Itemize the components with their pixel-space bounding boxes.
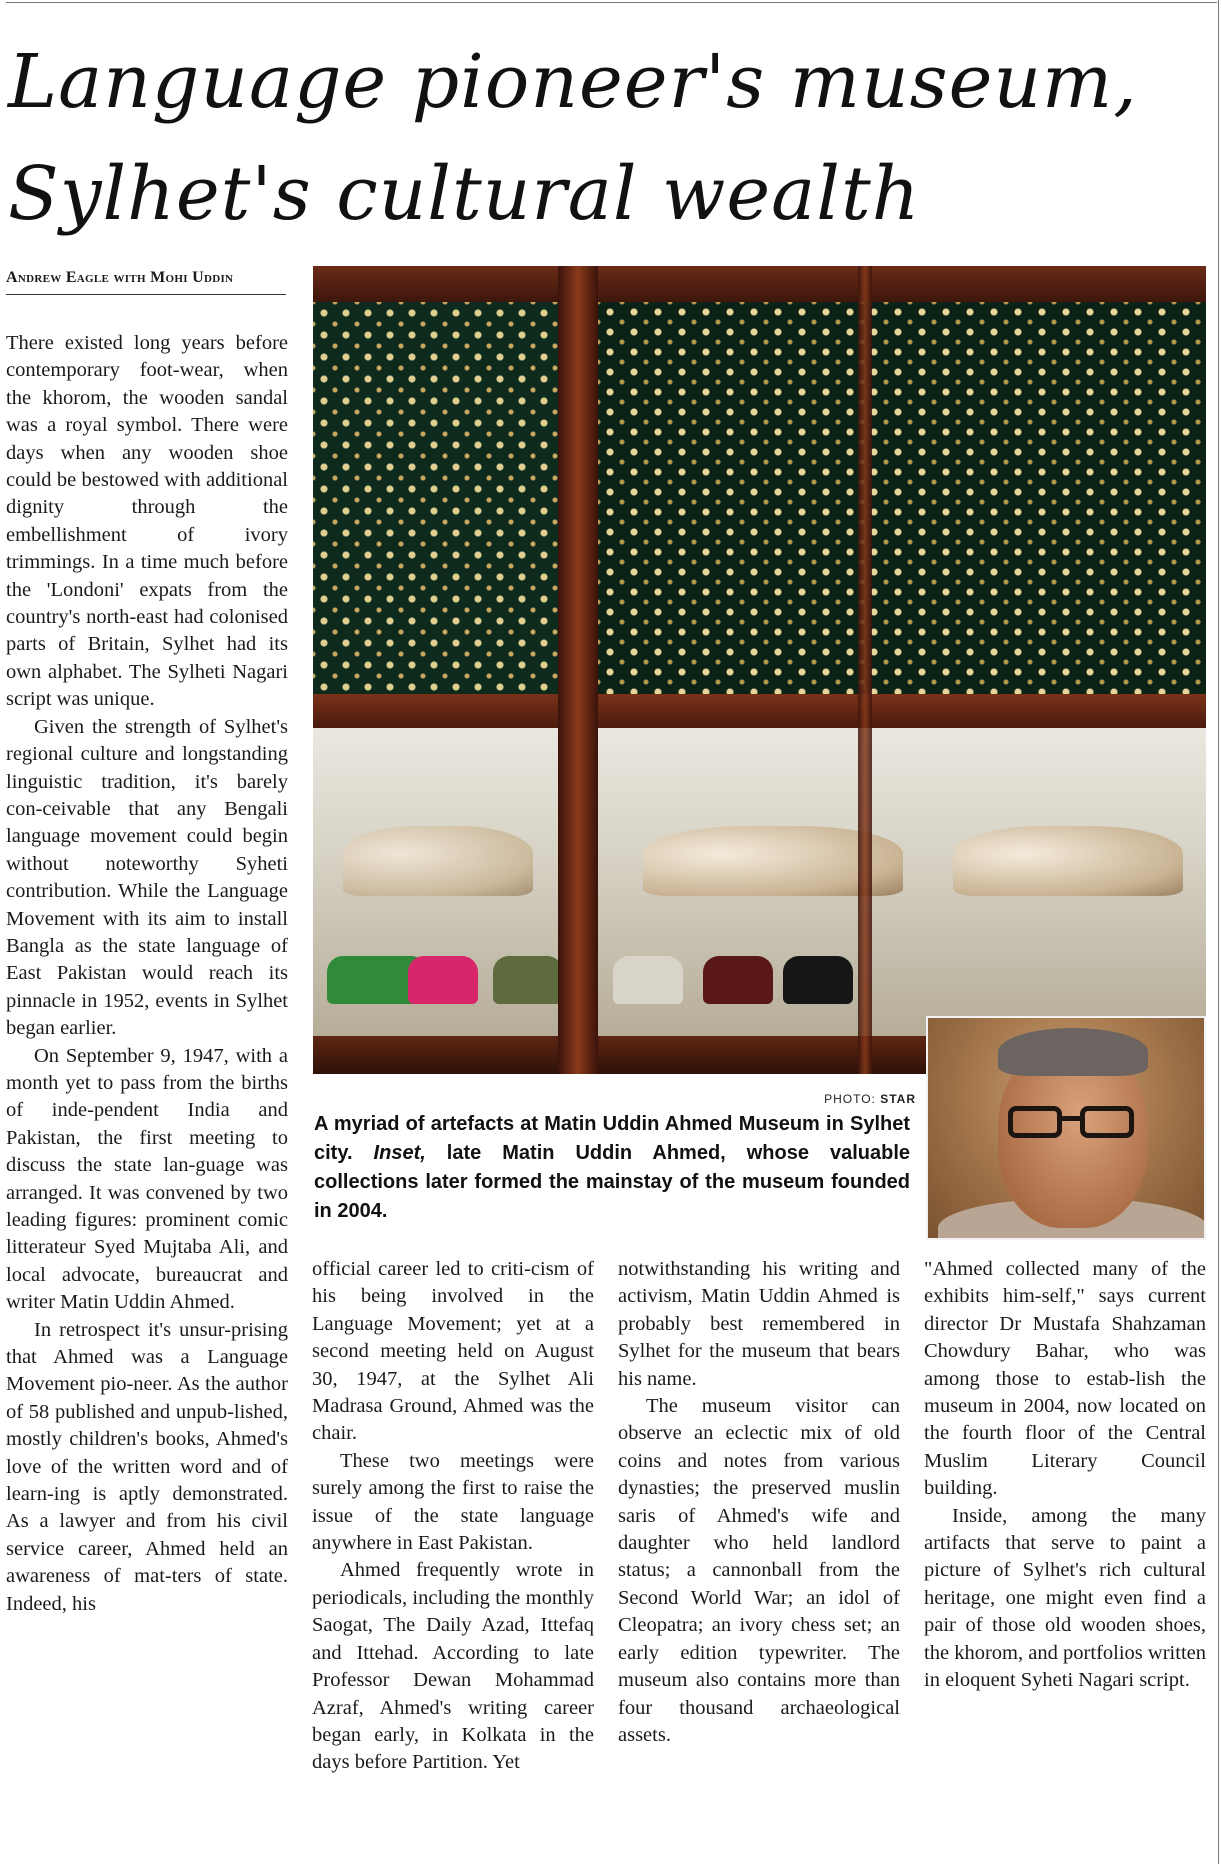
- paragraph: Inside, among the many artifacts that serve to paint a picture of Sylhet's rich cultural heritage, one might even find a pair of those old wooden shoes, the khorom, and portfolios written in eloquent Syheti Nagari script.: [924, 1504, 1206, 1692]
- museum-photo: [313, 266, 1206, 1074]
- paragraph: There existed long years before contemporary foot-wear, when the khorom, the wooden sandal was a royal symbol. There were days when any wooden shoe could be bestowed with additional dignity through the embellishment of ivory trimmings. In a time much before the 'Londoni' expats from the country's north-east had colonised parts of Britain, Sylhet had its own alphabet. The Sylheti Nagari script was unique.: [6, 332, 288, 711]
- paragraph: official career led to criti-cism of his being involved in the Language Movement; yet at a second meeting held on August 30, 1947, at the Sylhet Ali Madrasa Ground, Ahmed was the chair.: [312, 1258, 594, 1445]
- paragraph: Ahmed frequently wrote in periodicals, including the monthly Saogat, The Daily Azad, Ittefaq and Ittehad. According to late Professor Dewan Mohammad Azraf, Ahmed's writing career began early, in Kolkata in the days before Partition. Yet: [312, 1559, 594, 1774]
- paragraph: "Ahmed collected many of the exhibits him-self," says current director Dr Mustafa Shahzaman Chowdury Bahar, who was among those to estab-lish the museum in 2004, now located on the fourth floor of the Central Muslim Literary Council building.: [924, 1258, 1206, 1500]
- headline-line-1: Language pioneer's museum,: [8, 39, 1138, 125]
- telephone-exhibit: [493, 956, 563, 1004]
- coin-display-panel-right: [598, 302, 1206, 694]
- telephone-exhibit: [783, 956, 853, 1004]
- cabinet-frame-top: [313, 266, 1206, 302]
- eyeglasses: [1008, 1106, 1148, 1140]
- telephone-exhibit: [703, 956, 773, 1004]
- photo-caption: A myriad of artefacts at Matin Uddin Ahmed Museum in Sylhet city. Inset, late Matin Uddin Ahmed, whose valuable collections later formed the mainstay of the museum founded in 2004.: [314, 1113, 911, 1222]
- paragraph: On September 9, 1947, with a month yet to pass from the births of inde-pendent India and Pakistan, the first meeting to discuss the state lan-guage was arranged. It was convened by two leading figures: prominent comic litterateur Syed Mujtaba Ali, and local advocate, bureaucrat and writer Matin Uddin Ahmed.: [6, 1044, 288, 1314]
- cabinet-post: [558, 266, 598, 1074]
- headline: [8, 26, 1208, 250]
- telephone-exhibit: [613, 956, 683, 1004]
- byline: Andrew Eagle with Mohi Uddin: [6, 268, 286, 295]
- right-border-rule: [1218, 0, 1219, 1864]
- shell-display: [953, 826, 1183, 896]
- article-column-3: [618, 1256, 900, 1860]
- cabinet-post: [858, 266, 872, 1074]
- coin-display-panel-left: [313, 302, 558, 694]
- article-column-2: [312, 1256, 594, 1860]
- article-column-1: [6, 330, 288, 1860]
- paragraph: Given the strength of Sylhet's regional culture and longstanding linguistic tradition, it's barely con-ceivable that any Bengali language movement could begin without noteworthy Syheti contribution. While the Language Movement with its aim to install Bangla as the state language of East Pakistan would reach its pinnacle in 1952, events in Sylhet began earlier.: [6, 715, 288, 1040]
- shell-display: [343, 826, 533, 896]
- telephone-exhibit: [408, 956, 478, 1004]
- headline-line-2: Sylhet's cultural wealth: [8, 151, 921, 237]
- cabinet-frame-middle: [313, 694, 1206, 728]
- paragraph: The museum visitor can observe an eclectic mix of old coins and notes from various dynasties; the preserved muslin saris of Ahmed's wife and daughter who held landlord status; a cannonball from the Second World War; an idol of Cleopatra; an ivory chess set; an early edition typewriter. The museum also contains more than four thousand archaeological assets.: [618, 1395, 900, 1746]
- article-column-4: [924, 1256, 1206, 1860]
- top-border-rule: [6, 2, 1217, 3]
- photo-credit: PHOTO: STAR: [824, 1092, 916, 1106]
- paragraph: notwithstanding his writing and activism, Matin Uddin Ahmed is probably best remembered in Sylhet for the museum that bears his name.: [618, 1258, 900, 1390]
- paragraph: These two meetings were surely among the first to raise the issue of the state language anywhere in East Pakistan.: [312, 1449, 594, 1555]
- inset-portrait: [926, 1016, 1206, 1240]
- paragraph: In retrospect it's unsur-prising that Ahmed was a Language Movement pio-neer. As the author of 58 published and unpub-lished, mostly children's books, Ahmed's love of the written word and of learn-ing is aptly demonstrated. As a lawyer and from his civil service career, Ahmed held an awareness of mat-ters of state. Indeed, his: [6, 1318, 288, 1615]
